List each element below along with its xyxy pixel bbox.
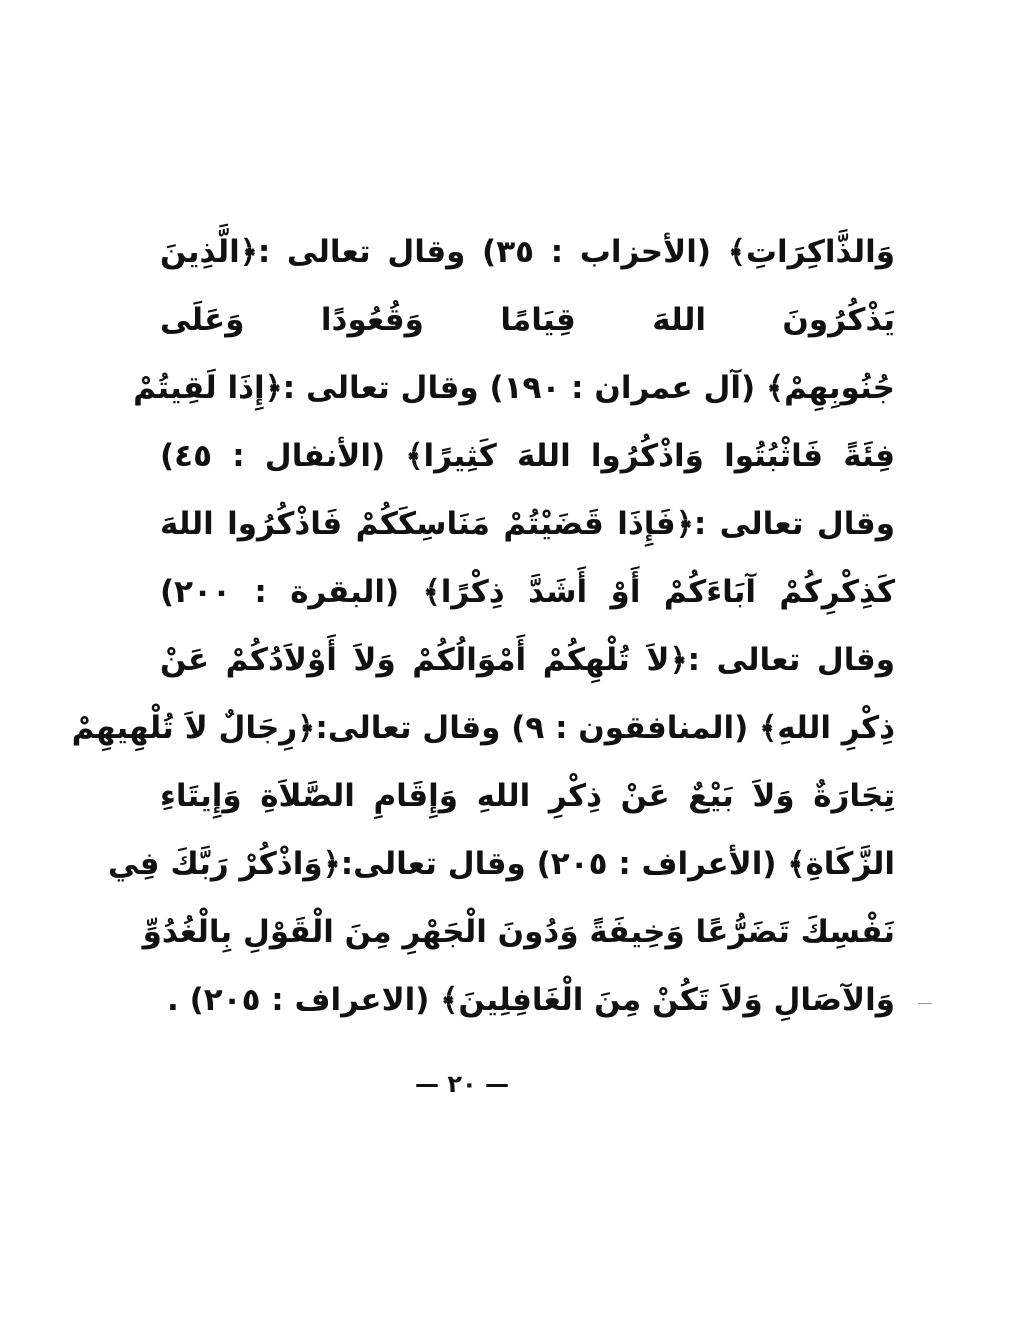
text-line-6: كَذِكْرِكُمْ آبَاءَكُمْ أَوْ أَشَدَّ ذِكْرًا﴾ (البقرة : ٢٠٠) [160,574,895,610]
body-text [71,218,895,1034]
text-line-11: نَفْسِكَ تَضَرُّعًا وَخِيفَةً وَدُونَ الْجَهْرِ مِنَ الْقَوْلِ بِالْغُدُوِّ [142,914,895,950]
text-line-3: جُنُوبِهِمْ﴾ (آل عمران : ١٩٠) وقال تعالى :﴿إِذَا لَقِيتُمْ [133,370,895,406]
text-line-4: فِئَةً فَاثْبُتُوا وَاذْكُرُوا اللهَ كَثِيرًا﴾ (الأنفال : ٤٥) [160,438,895,474]
page-number: — ٢٠ — [414,1070,509,1098]
text-line-10: الزَّكَاةِ﴾ (الأعراف : ٢٠٥) وقال تعالى:﴿وَاذْكُرْ رَبَّكَ فِي [107,846,895,882]
text-line-2: يَذْكُرُونَ اللهَ قِيَامًا وَقُعُودًا وَعَلَى [160,302,895,338]
text-line-12: وَالآصَالِ وَلاَ تَكُنْ مِنَ الْغَافِلِينَ﴾ (الاعراف : ٢٠٥) . [167,982,895,1018]
text-line-8: ذِكْرِ اللهِ﴾ (المنافقون : ٩) وقال تعالى:﴿رِجَالٌ لاَ تُلْهِيهِمْ [71,710,895,746]
text-line-7: وقال تعالى :﴿لاَ تُلْهِكُمْ أَمْوَالُكُمْ وَلاَ أَوْلاَدُكُمْ عَنْ [160,642,895,678]
text-line-5: وقال تعالى :﴿فَإِذَا قَضَيْتُمْ مَنَاسِكَكُمْ فَاذْكُرُوا اللهَ [160,506,895,542]
margin-mark [918,1003,932,1004]
text-line-9: تِجَارَةٌ وَلاَ بَيْعٌ عَنْ ذِكْرِ اللهِ وَإِقَامِ الصَّلاَةِ وَإِيتَاءِ [160,778,895,814]
text-line-1: وَالذَّاكِرَاتِ﴾ (الأحزاب : ٣٥) وقال تعالى :﴿الَّذِينَ [160,234,895,270]
